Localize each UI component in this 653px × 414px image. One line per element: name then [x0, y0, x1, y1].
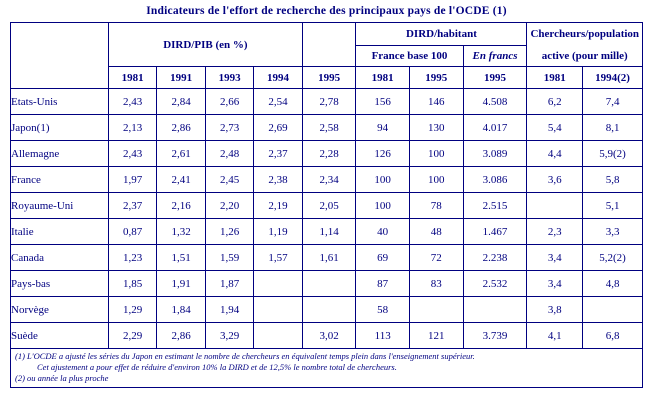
- footnote-1-continuation: Cet ajustement a pour effet de réduire d'environ 10% la DIRD et de 12,5% le nombre total de chercheurs.: [37, 362, 397, 372]
- cell: 1,32: [157, 219, 205, 245]
- col-year-1995-francs: 1995: [463, 67, 527, 89]
- group-chercheurs-line2: active (pour mille): [527, 46, 643, 67]
- group-dird-pib-1995: [302, 23, 356, 67]
- cell: 1,29: [108, 297, 156, 323]
- group-dird-pib: DIRD/PIB (en %): [108, 23, 302, 67]
- cell: 2,19: [254, 193, 302, 219]
- cell: 2,78: [302, 89, 356, 115]
- cell: 5,2(2): [583, 245, 643, 271]
- cell: 40: [356, 219, 410, 245]
- row-country: Suède: [11, 323, 109, 349]
- row-country: France: [11, 167, 109, 193]
- col-year-1994-pib: 1994: [254, 67, 302, 89]
- cell: 2.515: [463, 193, 527, 219]
- cell: 5,1: [583, 193, 643, 219]
- cell: 2,37: [108, 193, 156, 219]
- cell: 83: [409, 271, 463, 297]
- cell: 2,66: [205, 89, 253, 115]
- cell: 3,6: [527, 167, 583, 193]
- cell: 4,8: [583, 271, 643, 297]
- cell: [527, 193, 583, 219]
- cell: 1,91: [157, 271, 205, 297]
- row-country: Italie: [11, 219, 109, 245]
- cell: 94: [356, 115, 410, 141]
- group-dird-habitant: DIRD/habitant: [356, 23, 527, 46]
- cell: 2,86: [157, 115, 205, 141]
- indicators-table: [10, 22, 643, 349]
- cell: 1,23: [108, 245, 156, 271]
- cell: 5,9(2): [583, 141, 643, 167]
- cell: 113: [356, 323, 410, 349]
- cell: [254, 323, 302, 349]
- cell: 87: [356, 271, 410, 297]
- cell: 1,84: [157, 297, 205, 323]
- row-country: Japon(1): [11, 115, 109, 141]
- cell: 2,05: [302, 193, 356, 219]
- header-row-groups: [11, 23, 643, 46]
- cell: 1,61: [302, 245, 356, 271]
- cell: 2,48: [205, 141, 253, 167]
- cell: 3.089: [463, 141, 527, 167]
- cell: [302, 297, 356, 323]
- table-row: [11, 89, 643, 115]
- cell: 2.238: [463, 245, 527, 271]
- table-row: [11, 141, 643, 167]
- cell: 2,45: [205, 167, 253, 193]
- cell: 2,61: [157, 141, 205, 167]
- cell: 8,1: [583, 115, 643, 141]
- cell: 2,73: [205, 115, 253, 141]
- cell: 2,34: [302, 167, 356, 193]
- cell: [409, 297, 463, 323]
- cell: 2,84: [157, 89, 205, 115]
- cell: 130: [409, 115, 463, 141]
- col-year-1994-chercheurs: 1994(2): [583, 67, 643, 89]
- cell: 1,94: [205, 297, 253, 323]
- footnote-1: (1) L'OCDE a ajusté les séries du Japon en estimant le nombre de chercheurs en équivalent temps plein dans l'enseignement supérieur.: [15, 351, 475, 361]
- cell: 1,57: [254, 245, 302, 271]
- cell: 6,2: [527, 89, 583, 115]
- page-title: Indicateurs de l'effort de recherche des principaux pays de l'OCDE (1): [146, 5, 507, 17]
- cell: 3.739: [463, 323, 527, 349]
- cell: 3,4: [527, 271, 583, 297]
- cell: 78: [409, 193, 463, 219]
- col-year-1981-chercheurs: 1981: [527, 67, 583, 89]
- cell: 1,26: [205, 219, 253, 245]
- cell: [302, 271, 356, 297]
- table-row: [11, 297, 643, 323]
- row-country: Norvège: [11, 297, 109, 323]
- cell: 1,85: [108, 271, 156, 297]
- footnote-2: (2) ou année la plus proche: [15, 373, 109, 383]
- cell: [254, 297, 302, 323]
- cell: 4,4: [527, 141, 583, 167]
- footnotes: [10, 349, 643, 388]
- cell: 2,13: [108, 115, 156, 141]
- col-year-1991-pib: 1991: [157, 67, 205, 89]
- cell: 0,87: [108, 219, 156, 245]
- cell: 121: [409, 323, 463, 349]
- cell: 6,8: [583, 323, 643, 349]
- cell: 5,8: [583, 167, 643, 193]
- cell: 2,54: [254, 89, 302, 115]
- cell: 1,51: [157, 245, 205, 271]
- cell: 3,29: [205, 323, 253, 349]
- row-country: Etats-Unis: [11, 89, 109, 115]
- cell: 2,69: [254, 115, 302, 141]
- cell: 2,86: [157, 323, 205, 349]
- cell: 100: [409, 167, 463, 193]
- cell: 1,87: [205, 271, 253, 297]
- col-year-1981-pib: 1981: [108, 67, 156, 89]
- col-year-1995-pib: 1995: [302, 67, 356, 89]
- cell: 2,3: [527, 219, 583, 245]
- cell: 2,43: [108, 141, 156, 167]
- cell: 2,43: [108, 89, 156, 115]
- cell: 2,16: [157, 193, 205, 219]
- cell: 3,3: [583, 219, 643, 245]
- col-year-1981-hab: 1981: [356, 67, 410, 89]
- cell: 156: [356, 89, 410, 115]
- cell: 2,41: [157, 167, 205, 193]
- cell: 2,28: [302, 141, 356, 167]
- row-country: Pays-bas: [11, 271, 109, 297]
- row-country: Royaume-Uni: [11, 193, 109, 219]
- table-row: [11, 323, 643, 349]
- group-chercheurs-line1: Chercheurs/population: [527, 23, 643, 46]
- cell: 72: [409, 245, 463, 271]
- cell: 3,02: [302, 323, 356, 349]
- cell: 146: [409, 89, 463, 115]
- cell: 100: [409, 141, 463, 167]
- cell: 100: [356, 193, 410, 219]
- col-year-1993-pib: 1993: [205, 67, 253, 89]
- cell: 48: [409, 219, 463, 245]
- cell: 4.508: [463, 89, 527, 115]
- row-country: Canada: [11, 245, 109, 271]
- corner-cell: [11, 23, 109, 89]
- cell: 2,29: [108, 323, 156, 349]
- subgroup-france-base-100: France base 100: [356, 46, 463, 67]
- table-row: [11, 271, 643, 297]
- cell: [583, 297, 643, 323]
- cell: 1.467: [463, 219, 527, 245]
- table-row: [11, 167, 643, 193]
- cell: 5,4: [527, 115, 583, 141]
- cell: 126: [356, 141, 410, 167]
- cell: 1,97: [108, 167, 156, 193]
- cell: 100: [356, 167, 410, 193]
- cell: 7,4: [583, 89, 643, 115]
- cell: [463, 297, 527, 323]
- table-row: [11, 115, 643, 141]
- cell: 3,4: [527, 245, 583, 271]
- cell: 1,14: [302, 219, 356, 245]
- cell: 1,19: [254, 219, 302, 245]
- col-year-1995-hab: 1995: [409, 67, 463, 89]
- table-row: [11, 193, 643, 219]
- cell: 4,1: [527, 323, 583, 349]
- cell: 1,59: [205, 245, 253, 271]
- cell: 4.017: [463, 115, 527, 141]
- cell: 2,58: [302, 115, 356, 141]
- cell: 58: [356, 297, 410, 323]
- row-country: Allemagne: [11, 141, 109, 167]
- cell: [254, 271, 302, 297]
- cell: 3,8: [527, 297, 583, 323]
- cell: 69: [356, 245, 410, 271]
- table-row: [11, 219, 643, 245]
- cell: 2.532: [463, 271, 527, 297]
- cell: 2,38: [254, 167, 302, 193]
- subgroup-en-francs: En francs: [463, 46, 527, 67]
- table-row: [11, 245, 643, 271]
- cell: 2,37: [254, 141, 302, 167]
- cell: 3.086: [463, 167, 527, 193]
- cell: 2,20: [205, 193, 253, 219]
